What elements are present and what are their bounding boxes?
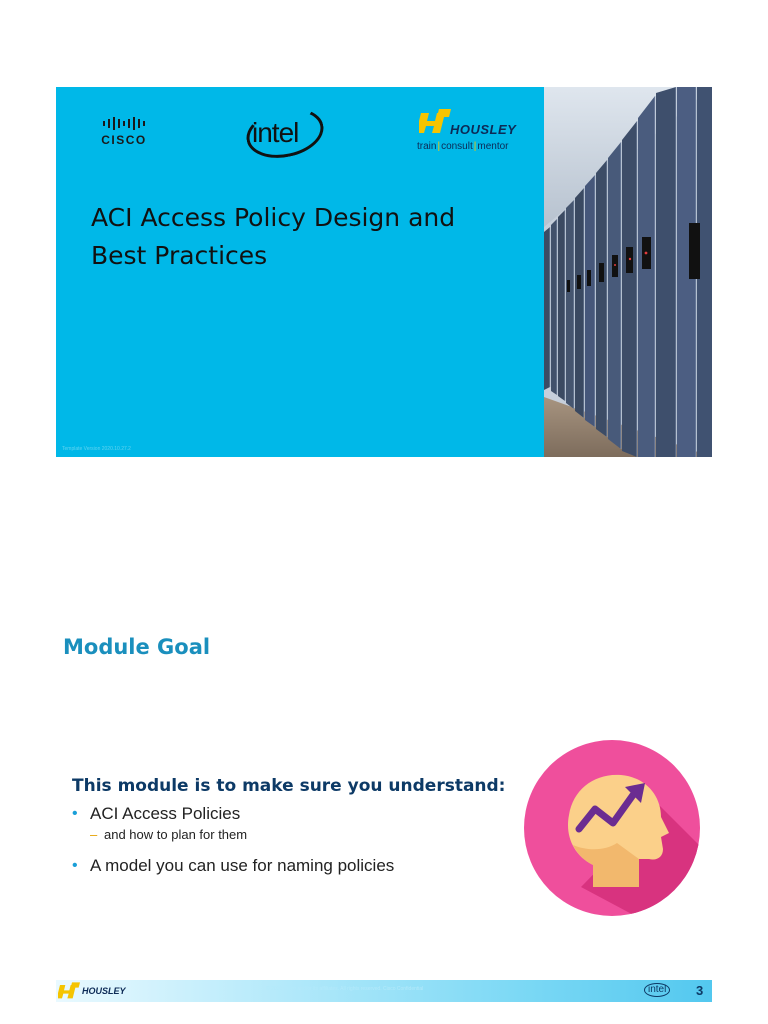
tagline-train: train <box>417 141 437 152</box>
copyright-notice: © 2020 Cisco and/or its affiliates. All rights reserved. Cisco Confidential <box>266 986 424 992</box>
bullet-text: A model you can use for naming policies <box>90 856 395 875</box>
lead-statement: This module is to make sure you understand: <box>72 776 506 796</box>
server-racks-photo <box>544 87 712 457</box>
bullet-dot-icon: • <box>72 805 78 822</box>
module-goal-content <box>72 776 512 878</box>
bullet-text: ACI Access Policies <box>90 804 241 823</box>
footer-bar <box>56 980 712 1002</box>
tagline-consult: consult <box>441 141 473 152</box>
sub-bullet-item <box>72 826 512 844</box>
bullet-item <box>72 802 512 826</box>
slide-title <box>91 199 511 275</box>
housley-logo <box>417 105 537 155</box>
bullet-item <box>72 854 512 878</box>
cisco-logo <box>92 115 156 149</box>
slide-title-line-2: Best Practices <box>91 241 268 270</box>
footer-intel-logo: intel <box>644 983 670 997</box>
title-slide <box>56 87 712 457</box>
housley-tagline: train|consult|mentor <box>417 141 509 152</box>
tagline-mentor: mentor <box>477 141 509 152</box>
head-growth-arrow-icon <box>521 737 703 919</box>
intel-wordmark: intel <box>252 117 299 148</box>
housley-wordmark: HOUSLEY <box>450 122 517 137</box>
slide-title-line-1: ACI Access Policy Design and <box>91 203 456 232</box>
page-number: 3 <box>696 983 704 998</box>
housley-mark-icon <box>58 981 82 1001</box>
module-goal-heading: Module Goal <box>63 635 211 659</box>
bullet-dot-icon: • <box>72 857 78 874</box>
housley-mark-icon <box>419 107 453 137</box>
cisco-bars-icon <box>92 115 156 131</box>
template-version: Template Version 2020.10.27.2 <box>62 446 131 452</box>
sub-bullet-text: and how to plan for them <box>104 827 248 842</box>
dash-icon: – <box>90 827 98 842</box>
cisco-wordmark: CISCO <box>101 133 147 147</box>
footer-housley-wordmark: HOUSLEY <box>82 986 126 996</box>
footer-housley-logo <box>58 981 140 1001</box>
